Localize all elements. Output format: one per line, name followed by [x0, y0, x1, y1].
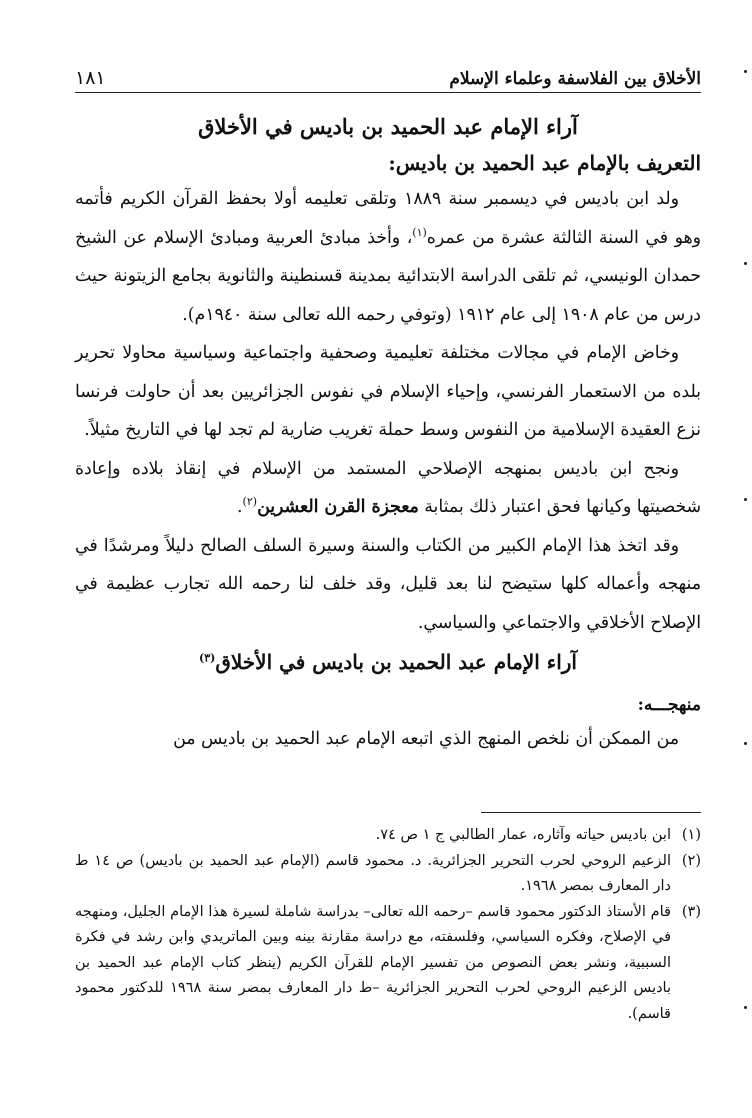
footnote-text: الزعيم الروحي لحرب التحرير الجزائرية. د. محمود قاسم (الإمام عبد الحميد بن باديس) ص ١٤ ط دار المعارف بمصر ١٩٦٨. [75, 852, 671, 894]
paragraph-text: ولد ابن باديس في ديسمبر سنة ١٨٨٩ وتلقى تعليمه أولا بحفظ القرآن الكريم فأتمه وهو في السنة الثالثة عشرة من عمره [75, 189, 702, 248]
sub-heading [75, 642, 701, 682]
margin-mark [744, 70, 747, 73]
sub-heading-text: آراء الإمام عبد الحميد بن باديس في الأخلاق [215, 650, 577, 674]
body-text [75, 108, 701, 759]
footnote-item [75, 900, 701, 1028]
footnote-number: (٣) [681, 903, 701, 920]
footnote-text: ابن باديس حياته وآثاره، عمار الطالبي ج ١ ص ٧٤. [375, 827, 671, 843]
minor-heading: منهجـــه: [637, 695, 701, 715]
margin-mark [744, 498, 747, 501]
footnote-ref-1: (١) [412, 225, 427, 239]
margin-mark [744, 742, 747, 745]
paragraph-method: وقد اتخذ هذا الإمام الكبير من الكتاب والسنة وسيرة السلف الصالح دليلاً ومرشدًا في منهجه وأعماله كلها ستيضح لنا بعد قليل، وقد خلف لنا رحمه الله تجارب عظيمة في الإصلاح الأخلاقي والاجتماعي والسياسي. [75, 535, 701, 633]
bold-phrase: معجزة القرن العشرين [257, 497, 419, 517]
footnote-ref-3: (٣) [199, 651, 216, 665]
paragraph-text: ، وأخذ مبادئ العربية ومبادئ الإسلام عن الشيخ حمدان الونيسي، ثم تلقى الدراسة الابتدائية بمدينة قسنطينة والثانوية بجامع الزيتونة حيث درس من عام ١٩٠٨ إلى عام ١٩١٢ (وتوفي رحمه الله تعالى سنة ١٩٤٠م). [75, 227, 701, 325]
running-header [75, 62, 701, 93]
paragraph-birth [75, 180, 701, 334]
paragraph-success [75, 450, 701, 527]
margin-mark [744, 1006, 747, 1009]
paragraph-text: . [237, 497, 243, 517]
footnote-number: (٢) [681, 852, 701, 869]
margin-mark [744, 262, 747, 265]
footnote-number: (١) [681, 827, 701, 843]
footnote-item [75, 849, 701, 900]
footnote-text: قام الأستاذ الدكتور محمود قاسم –رحمه الله تعالى– بدراسة شاملة لسيرة هذا الإمام الجليل، ومنهجه في الإصلاح، وفكره السياسي، وفلسفته، مع دراسة مقارنة بينه وبين الماتريدي وابن رشد في فكرة السببية، ونشر بعض النصوص من تفسير الإمام للقرآن الكريم (ينظر كتاب الإمام عبد الحميد بن باديس الزعيم الروحي لحرب التحرير الجزائرية –ط دار المعارف بمصر سنة ١٩٦٨ للدكتور محمود قاسم). [75, 903, 671, 1022]
running-title: الأخلاق بين الفلاسفة وعلماء الإسلام [449, 69, 701, 89]
footnote-divider [481, 812, 701, 813]
page-number: ١٨١ [75, 67, 106, 89]
chapter-heading: آراء الإمام عبد الحميد بن باديس في الأخلاق [198, 114, 578, 139]
footnote-item [75, 823, 701, 849]
footnotes [75, 812, 701, 1027]
paragraph-struggle: وخاض الإمام في مجالات مختلفة تعليمية وصحفية واجتماعية وسياسية محاولا تحرير بلده من الاستعمار الفرنسي، وإحياء الإسلام في نفوس الجزائريين بعد أن حاولت فرنسا نزع العقيدة الإسلامية من النفوس وسط حملة تغريب ضارية لم تجد لها في التاريخ مثيلاً. [75, 343, 701, 440]
footnote-ref-2: (٢) [242, 495, 258, 509]
paragraph-text: ونجح ابن باديس بمنهجه الإصلاحي المستمد من الإسلام في إنقاذ بلاده وإعادة شخصيتها وكيانها فحق اعتبار ذلك بمثابة [75, 458, 701, 517]
paragraph-approach: من الممكن أن نلخص المنهج الذي اتبعه الإمام عبد الحميد بن باديس من [173, 729, 679, 749]
section-heading: التعريف بالإمام عبد الحميد بن باديس: [388, 151, 701, 175]
